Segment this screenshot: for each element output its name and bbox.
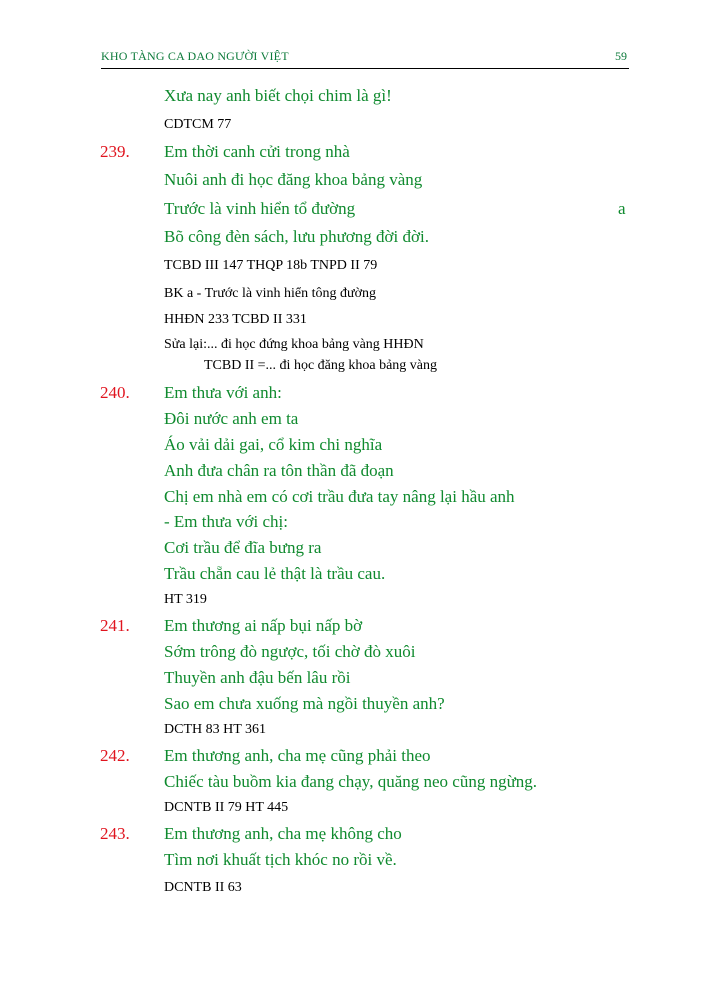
verse-line: Nuôi anh đi học đăng khoa bảng vàng	[164, 170, 423, 189]
entry-number: 239.	[100, 142, 130, 161]
verse-line: Bõ công đèn sách, lưu phương đời đời.	[164, 227, 429, 246]
variant-note: BK a - Trước là vinh hiển tông đường	[164, 286, 376, 301]
correction-note: TCBD II =... đi học đăng khoa bảng vàng	[204, 358, 438, 373]
entry-number: 243.	[100, 824, 130, 843]
source-citation: HHĐN 233 TCBD II 331	[164, 312, 307, 327]
source-citation: DCNTB II 63	[164, 880, 242, 895]
source-citation: CDTCM 77	[164, 117, 232, 132]
verse-line: Chiếc tàu buồm kia đang chạy, quăng neo cũng ngừng.	[164, 772, 538, 791]
verse-line: Em thương ai nấp bụi nấp bờ	[164, 616, 363, 635]
page-header	[101, 48, 629, 69]
verse-line: Trầu chẵn cau lẻ thật là trầu cau.	[164, 564, 386, 583]
source-citation: DCNTB II 79 HT 445	[164, 800, 289, 815]
source-citation: HT 319	[164, 592, 207, 607]
header-title: KHO TÀNG CA DAO NGƯỜI VIỆT	[101, 49, 289, 63]
verse-line: Sớm trông đò ngược, tối chờ đò xuôi	[164, 642, 416, 661]
verse-line: Em thương anh, cha mẹ không cho	[164, 824, 402, 843]
entry-number: 240.	[100, 383, 130, 402]
entry-number: 241.	[100, 616, 130, 635]
verse-line: Trước là vinh hiển tổ đường	[164, 199, 356, 218]
verse-line: Sao em chưa xuống mà ngồi thuyền anh?	[164, 694, 445, 713]
source-citation: DCTH 83 HT 361	[164, 722, 267, 737]
verse-line: Cơi trầu để đĩa bưng ra	[164, 538, 322, 557]
entry-number: 242.	[100, 746, 130, 765]
verse-line: Thuyền anh đậu bến lâu rồi	[164, 668, 351, 687]
verse-line: - Em thưa với chị:	[164, 512, 288, 531]
verse-line: Áo vải dải gai, cổ kim chi nghĩa	[164, 435, 383, 454]
verse-line: Em thời canh cửi trong nhà	[164, 142, 350, 161]
verse-line: Chị em nhà em có cơi trầu đưa tay nâng lại hầu anh	[164, 487, 515, 506]
verse-line: Xưa nay anh biết chọi chim là gì!	[164, 86, 392, 105]
verse-line: Anh đưa chân ra tôn thần đã đoạn	[164, 461, 394, 480]
verse-line: Tìm nơi khuất tịch khóc no rồi về.	[164, 850, 397, 869]
variant-marker: a	[618, 199, 626, 218]
verse-line: Em thưa với anh:	[164, 383, 282, 402]
source-citation: TCBD III 147 THQP 18b TNPD II 79	[164, 258, 378, 273]
correction-note: Sửa lại:... đi học đứng khoa bảng vàng HHĐN	[164, 337, 424, 352]
verse-line: Em thương anh, cha mẹ cũng phải theo	[164, 746, 431, 765]
verse-line: Đôi nước anh em ta	[164, 409, 299, 428]
page-number: 59	[615, 49, 627, 63]
